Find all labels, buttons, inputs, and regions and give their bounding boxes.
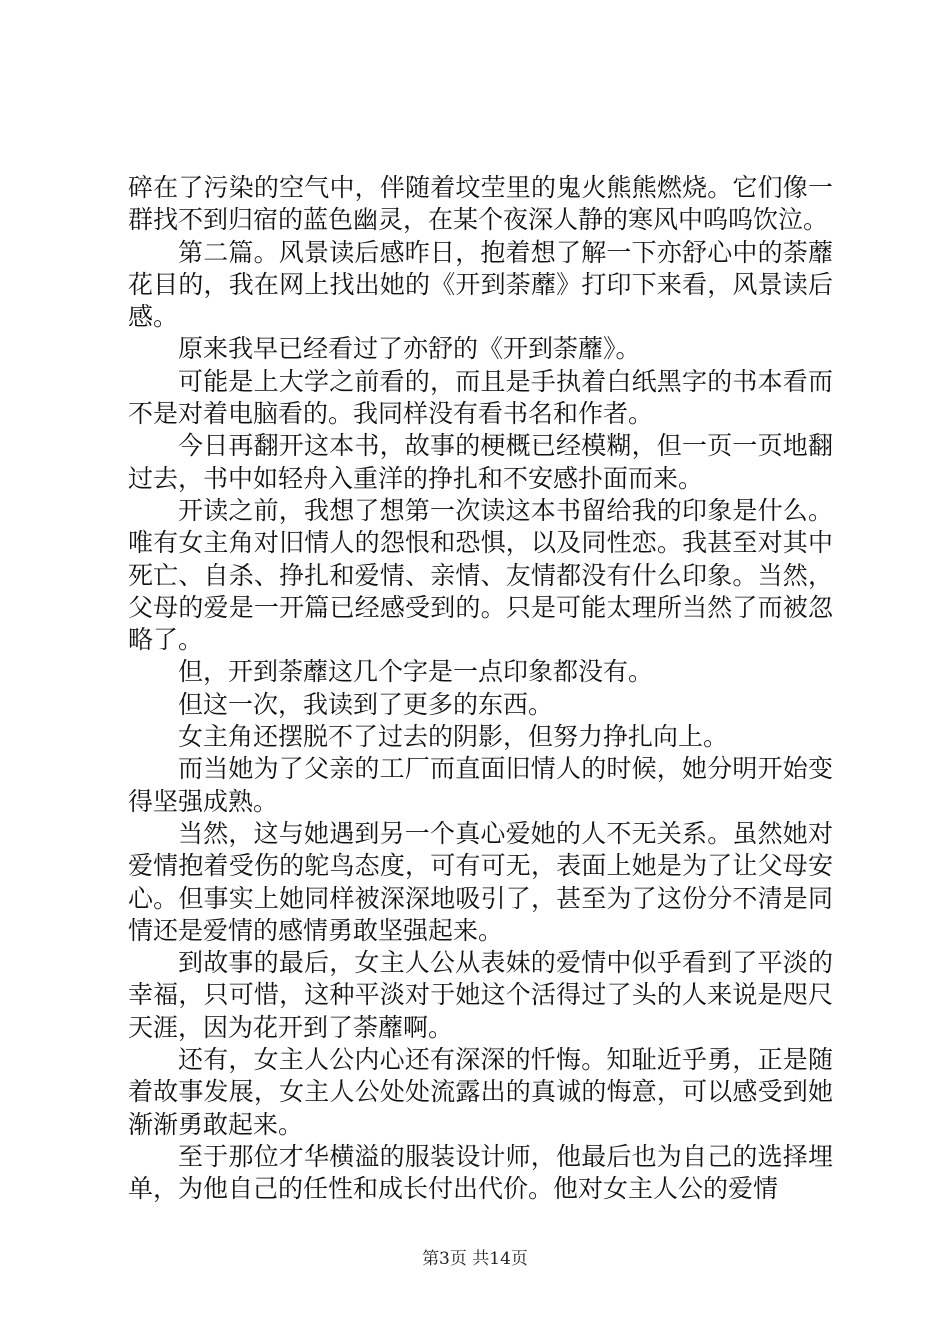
paragraph: 开读之前，我想了想第一次读这本书留给我的印象是什么。唯有女主角对旧情人的怨恨和恐惧，以及同性恋。我甚至对其中死亡、自杀、挣扎和爱情、亲情、友情都没有什么印象。当然，父母的爱是一开篇已经感受到的。只是可能太理所当然了而被忽略了。 <box>128 495 833 655</box>
page-number-footer: 第3页 共14页 <box>422 1249 528 1269</box>
paragraph: 但这一次，我读到了更多的东西。 <box>178 689 554 719</box>
paragraph: 还有，女主人公内心还有深深的忏悔。知耻近乎勇，正是随着故事发展，女主人公处处流露出的真诚的悔意，可以感受到她渐渐勇敢起来。 <box>128 1045 833 1139</box>
paragraph: 而当她为了父亲的工厂而直面旧情人的时候，她分明开始变得坚强成熟。 <box>128 754 833 816</box>
paragraph: 至于那位才华横溢的服装设计师，他最后也为自己的选择埋单，为他自己的任性和成长付出代价。他对女主人公的爱情 <box>128 1141 833 1204</box>
article-body <box>128 172 833 1206</box>
paragraph: 原来我早已经看过了亦舒的《开到荼蘼》。 <box>178 334 641 364</box>
paragraph: 今日再翻开这本书，故事的梗概已经模糊，但一页一页地翻过去，书中如轻舟入重洋的挣扎和不安感扑面而来。 <box>128 431 833 493</box>
paragraph: 女主角还摆脱不了过去的阴影，但努力挣扎向上。 <box>178 722 729 752</box>
paragraph: 碎在了污染的空气中，伴随着坟茔里的鬼火熊熊燃烧。它们像一群找不到归宿的蓝色幽灵，在某个夜深人静的寒风中呜呜饮泣。 <box>128 173 833 235</box>
paragraph: 可能是上大学之前看的，而且是手执着白纸黑字的书本看而不是对着电脑看的。我同样没有看书名和作者。 <box>128 366 833 429</box>
paragraph: 当然，这与她遇到另一个真心爱她的人不无关系。虽然她对爱情抱着受伤的鸵鸟态度，可有可无，表面上她是为了让父母安心。但事实上她同样被深深地吸引了，甚至为了这份分不清是同情还是爱情的感情勇敢坚强起来。 <box>128 818 833 945</box>
paragraph: 第二篇。风景读后感昨日，抱着想了解一下亦舒心中的荼蘼花目的，我在网上找出她的《开到荼蘼》打印下来看，风景读后感。 <box>128 237 833 332</box>
paragraph: 到故事的最后，女主人公从表妹的爱情中似乎看到了平淡的幸福，只可惜，这种平淡对于她这个活得过了头的人来说是咫尺天涯，因为花开到了荼蘼啊。 <box>128 948 833 1042</box>
paragraph: 但，开到荼蘼这几个字是一点印象都没有。 <box>178 657 654 687</box>
